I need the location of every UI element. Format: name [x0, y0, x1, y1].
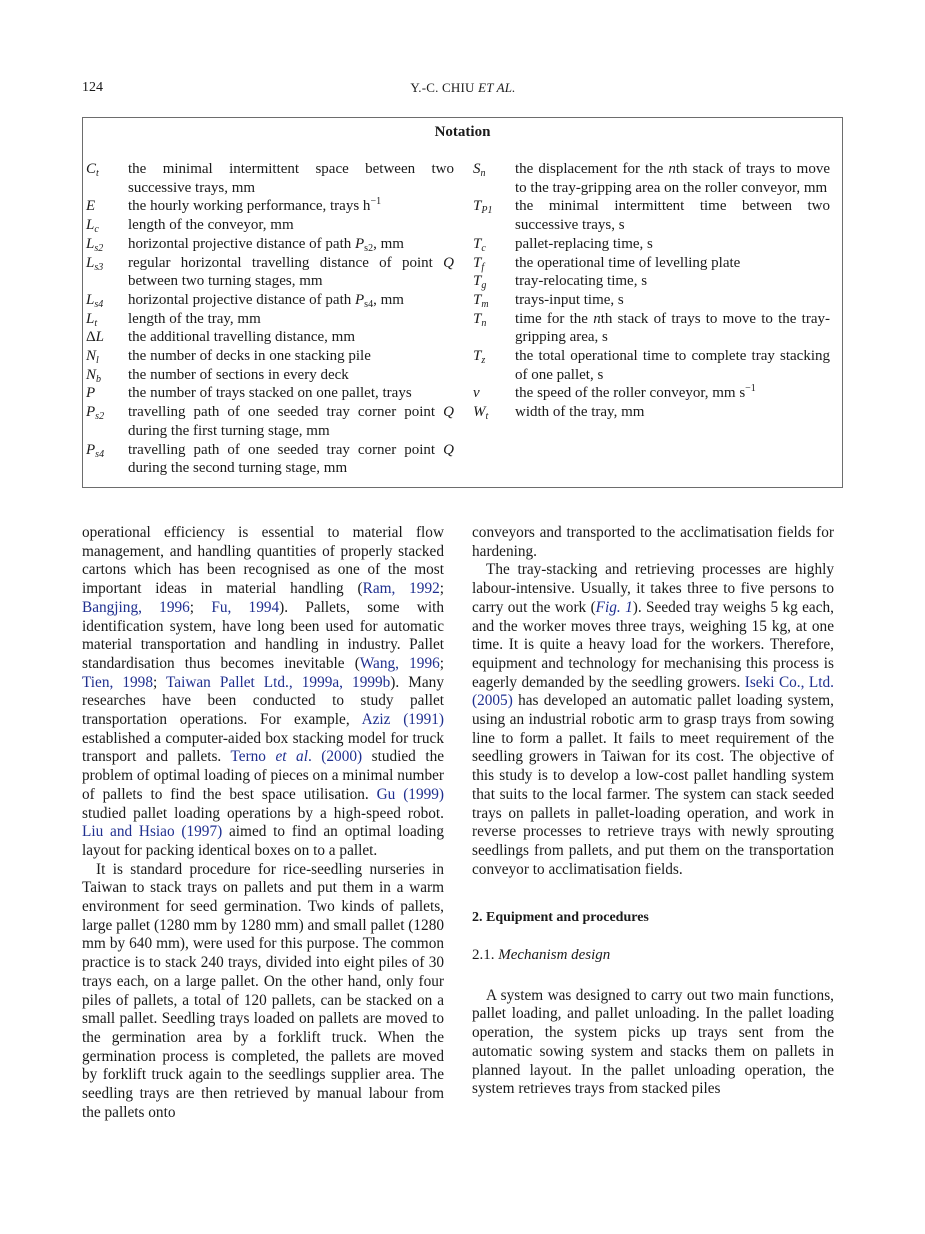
- notation-definition: horizontal projective distance of path $P_{s4}$, mm: [128, 291, 404, 310]
- body-column-right: [472, 524, 834, 1099]
- subsection-heading: [472, 946, 834, 965]
- delta-glyph: Δ: [86, 329, 96, 346]
- notation-definition: tray-relocating time, s: [515, 273, 648, 290]
- notation-symbol: $L_{s4}$: [86, 291, 104, 310]
- notation-column-right: [473, 160, 830, 422]
- notation-entry: [473, 347, 830, 384]
- notation-subscript: l: [96, 355, 99, 367]
- notation-symbol: $T_z$: [473, 348, 486, 367]
- notation-symbol: $N_l$: [86, 348, 99, 367]
- notation-definition: length of the tray, mm: [128, 310, 261, 327]
- notation-entry: [86, 160, 454, 197]
- notation-symbol: $L_t$: [86, 310, 98, 329]
- notation-entry: [86, 310, 454, 329]
- notation-definition: the additional travelling distance, mm: [128, 329, 356, 346]
- paragraph: conveyors and transported to the acclimatisation fields for hardening.: [472, 524, 834, 560]
- notation-definition: the hourly working performance, trays $h^{-1}$: [128, 196, 382, 215]
- notation-definition: time for the nth stack of trays to move to the tray-gripping area, s: [515, 310, 830, 346]
- notation-symbol: $S_n$: [473, 161, 486, 179]
- notation-entry: [473, 403, 830, 422]
- running-head: [82, 80, 844, 100]
- notation-entry: [473, 384, 830, 403]
- notation-definition: the minimal intermittent time between two successive trays, s: [515, 198, 830, 234]
- citation-link[interactable]: Wang, 1996: [359, 654, 440, 672]
- citation-link[interactable]: . (2000): [307, 748, 363, 766]
- notation-definition: the minimal intermittent space between two successive trays, mm: [128, 161, 454, 196]
- citation-link[interactable]: Bangjing, 1996: [82, 598, 190, 616]
- notation-subscript: z: [481, 355, 486, 367]
- notation-subscript: t: [94, 317, 98, 329]
- notation-entry: [86, 197, 454, 216]
- notation-symbol: $W_t$: [473, 404, 489, 423]
- notation-symbol: E: [86, 198, 96, 215]
- citation-link[interactable]: Terno: [230, 748, 276, 766]
- notation-entry: [473, 160, 830, 197]
- subsection-number: 2.1.: [472, 947, 499, 964]
- notation-symbol: $N_b$: [86, 366, 102, 385]
- notation-symbol: $T_m$: [473, 291, 489, 310]
- notation-definition: length of the conveyor, mm: [128, 217, 294, 234]
- notation-entry: [473, 272, 830, 291]
- notation-definition: the total operational time to complete tray stacking of one pallet, s: [515, 348, 830, 383]
- citation-link[interactable]: Tien, 1998: [82, 673, 153, 691]
- notation-symbol: P: [86, 385, 96, 402]
- inline-symbol: P: [355, 291, 365, 308]
- authors-text: Y.-C. CHIU: [410, 80, 479, 95]
- citation-link[interactable]: Fu, 1994: [211, 598, 280, 616]
- inline-subscript: s4: [364, 298, 374, 310]
- notation-subscript: t: [485, 411, 489, 423]
- inline-symbol: n: [668, 161, 676, 177]
- notation-entry: [86, 384, 454, 403]
- notation-symbol: ΔL: [86, 329, 104, 346]
- inline-symbol: Q: [443, 441, 454, 458]
- citation-italic: Fig. 1: [595, 598, 633, 616]
- inline-symbol: n: [593, 310, 601, 327]
- citation-italic: et al: [275, 748, 308, 766]
- notation-subscript: s2: [95, 411, 105, 423]
- superscript: −1: [370, 196, 382, 208]
- notation-definition: the number of sections in every deck: [128, 366, 349, 383]
- notation-subscript: c: [94, 224, 99, 236]
- notation-subscript: n: [481, 317, 487, 329]
- inline-symbol: Q: [443, 404, 454, 421]
- notation-symbol: $C_t$: [86, 161, 99, 179]
- citation-link[interactable]: [275, 748, 307, 765]
- notation-subscript: f: [481, 261, 485, 273]
- notation-entry: [86, 235, 454, 254]
- notation-symbol: v: [473, 385, 480, 402]
- authors-etal: ET AL.: [478, 80, 516, 95]
- superscript: −1: [745, 383, 756, 395]
- subsection-title: Mechanism design: [498, 947, 611, 964]
- inline-symbol: P: [355, 235, 365, 252]
- notation-definition: the number of decks in one stacking pile: [128, 348, 371, 365]
- paragraph: The tray-stacking and retrieving processes are highly labour-intensive. Usually, it takes three to five persons to carry out the work (Fig. 1). Seeded tray weighs 5 kg each, and the worker moves three trays, weighing 15 kg, at one time. It is quite a heavy load for the workers. Therefore, equipment and technology for mechanising this process is eagerly demanded by the seedling growers. Iseki Co., Ltd. (2005) has developed an automatic pallet loading system, using an industrial robotic arm to grasp trays from sowing line to form a pallet. It fails to meet requirement of the seedling growers in Taiwan for its cost. The objective of this study is to develop a low-cost pallet handling system that suits to the local farmer. The system can stack seeded trays on pallets in pallet-loading operation, and work in reverse processes to retrieve trays with newly sprouting seedlings from pallets, and put them on the transportation conveyor to acclimatisation fields.: [472, 561, 834, 878]
- citation-link[interactable]: [596, 599, 633, 616]
- notation-symbol: $P_{s4}$: [86, 441, 105, 460]
- notation-symbol: $T_g$: [473, 273, 487, 292]
- notation-definition: pallet-replacing time, s: [515, 235, 653, 252]
- notation-definition: regular horizontal travelling distance of point Q between two turning stages, mm: [128, 254, 454, 290]
- paragraph: A system was designed to carry out two main functions, pallet loading, and pallet unloading. In the pallet loading operation, the system picks up trays sent from the automatic sowing system and stacks them on pallets in planned layout. In the pallet unloading operation, the system retrieves trays from stacked piles: [472, 986, 834, 1098]
- notation-definition: horizontal projective distance of path $P_{s2}$, mm: [128, 235, 404, 254]
- notation-definition: the speed of the roller conveyor, mm $s^{-1}$: [515, 383, 756, 402]
- notation-symbol: $T_f$: [473, 254, 485, 273]
- notation-column-left: [86, 160, 454, 478]
- paragraph: operational efficiency is essential to material flow management, and handling quantities of properly stacked cartons which has been recognised as one of the most important ideas in material handling (Ram, 1992; Bangjing, 1996; Fu, 1994). Pallets, some with identification system, have long been used for automatic material transportation and handling in industry. Pallet standardisation thus becomes inevitable (Wang, 1996; Tien, 1998; Taiwan Pallet Ltd., 1999a, 1999b). Many researches have been conducted to study pallet transportation operations. For example, Aziz (1991) established a computer-aided box stacking model for truck transport and pallets. Terno et al. (2000) studied the problem of optimal loading of pieces on a minimal number of pallets to find the best space utilisation. Gu (1999) studied pallet loading operations by a high-speed robot. Liu and Hsiao (1997) aimed to find an optimal loading layout for packing identical boxes on to a pallet.: [82, 524, 445, 859]
- section-heading: 2. Equipment and procedures: [472, 910, 649, 926]
- notation-subscript: g: [481, 280, 487, 292]
- notation-subscript: P1: [481, 205, 493, 217]
- notation-entry: [86, 403, 454, 440]
- notation-subscript: c: [481, 242, 486, 254]
- notation-subscript: m: [481, 298, 489, 310]
- citation-link[interactable]: Ram, 1992: [362, 580, 440, 598]
- running-authors: [82, 80, 844, 96]
- body-column-left: [82, 524, 444, 1123]
- notation-subscript: b: [96, 373, 102, 385]
- notation-definition: the displacement for the nth stack of trays to move to the tray-gripping area on the roller conveyor, mm: [515, 161, 831, 196]
- notation-definition: the operational time of levelling plate: [515, 254, 741, 271]
- notation-entry: [86, 328, 454, 347]
- notation-symbol: $L_c$: [86, 217, 99, 236]
- notation-entry: [473, 291, 830, 310]
- notation-symbol: $T_n$: [473, 310, 487, 329]
- citation-link[interactable]: Liu and Hsiao (1997): [82, 823, 223, 841]
- notation-entry: [86, 254, 454, 291]
- notation-symbol: $T_{P1}$: [473, 198, 493, 217]
- notation-symbol: $T_c$: [473, 235, 486, 254]
- notation-entry: [86, 216, 454, 235]
- citation-link[interactable]: Iseki Co., Ltd. (2005): [472, 673, 834, 710]
- notation-definition: width of the tray, mm: [515, 404, 645, 421]
- citation-link[interactable]: Gu (1999): [376, 785, 444, 803]
- citation-link[interactable]: Taiwan Pallet Ltd., 1999a, 1999b: [166, 673, 391, 691]
- notation-subscript: t: [96, 168, 99, 179]
- notation-entry: [86, 347, 454, 366]
- notation-definition: travelling path of one seeded tray corner point Q during the second turning stage, mm: [128, 441, 454, 477]
- notation-entry: [86, 441, 454, 478]
- notation-definition: the number of trays stacked on one pallet, trays: [128, 385, 412, 402]
- inline-subscript: s2: [364, 242, 374, 254]
- notation-entry: [473, 197, 830, 234]
- notation-definition: travelling path of one seeded tray corner point Q during the first turning stage, mm: [128, 404, 454, 439]
- notation-symbol: $P_{s2}$: [86, 404, 105, 423]
- inline-symbol: Q: [443, 254, 454, 271]
- notation-entry: [473, 310, 830, 347]
- notation-subscript: s4: [95, 448, 105, 460]
- page-number: 124: [82, 80, 103, 95]
- notation-box: [82, 117, 843, 488]
- citation-link[interactable]: Aziz (1991): [361, 711, 444, 729]
- notation-subscript: n: [480, 168, 486, 179]
- paragraph: It is standard procedure for rice-seedling nurseries in Taiwan to stack trays on pallets and put them in a warm environment for seed germination. Two kinds of pallets, large pallet (1280 mm by 1280 mm) and small pallet (1280 mm by 640 mm), were used for this purpose. The common practice is to stack 240 trays, divided into eight piles of 30 trays each, on a large pallet. On the other hand, only four piles of pallets, a total of 120 pallets, can be stacked on a small pallet. Seedling trays loaded on pallets are moved to the germination area by a forklift truck. When the germination process is completed, the pallets are moved by forklift truck again to the seedlings supplier area. The seedling trays are then retrieved by manual labour from the pallets onto: [82, 860, 444, 1121]
- notation-symbol: $L_{s3}$: [86, 254, 104, 273]
- notation-subscript: s4: [94, 298, 104, 310]
- notation-entry: [473, 254, 830, 273]
- notation-entry: [86, 366, 454, 385]
- notation-entry: [473, 235, 830, 254]
- notation-symbol: $L_{s2}$: [86, 235, 104, 254]
- notation-definition: trays-input time, s: [515, 291, 624, 308]
- notation-title: Notation: [434, 124, 491, 140]
- notation-entry: [86, 291, 454, 310]
- notation-subscript: s2: [94, 242, 104, 254]
- notation-subscript: s3: [94, 261, 104, 273]
